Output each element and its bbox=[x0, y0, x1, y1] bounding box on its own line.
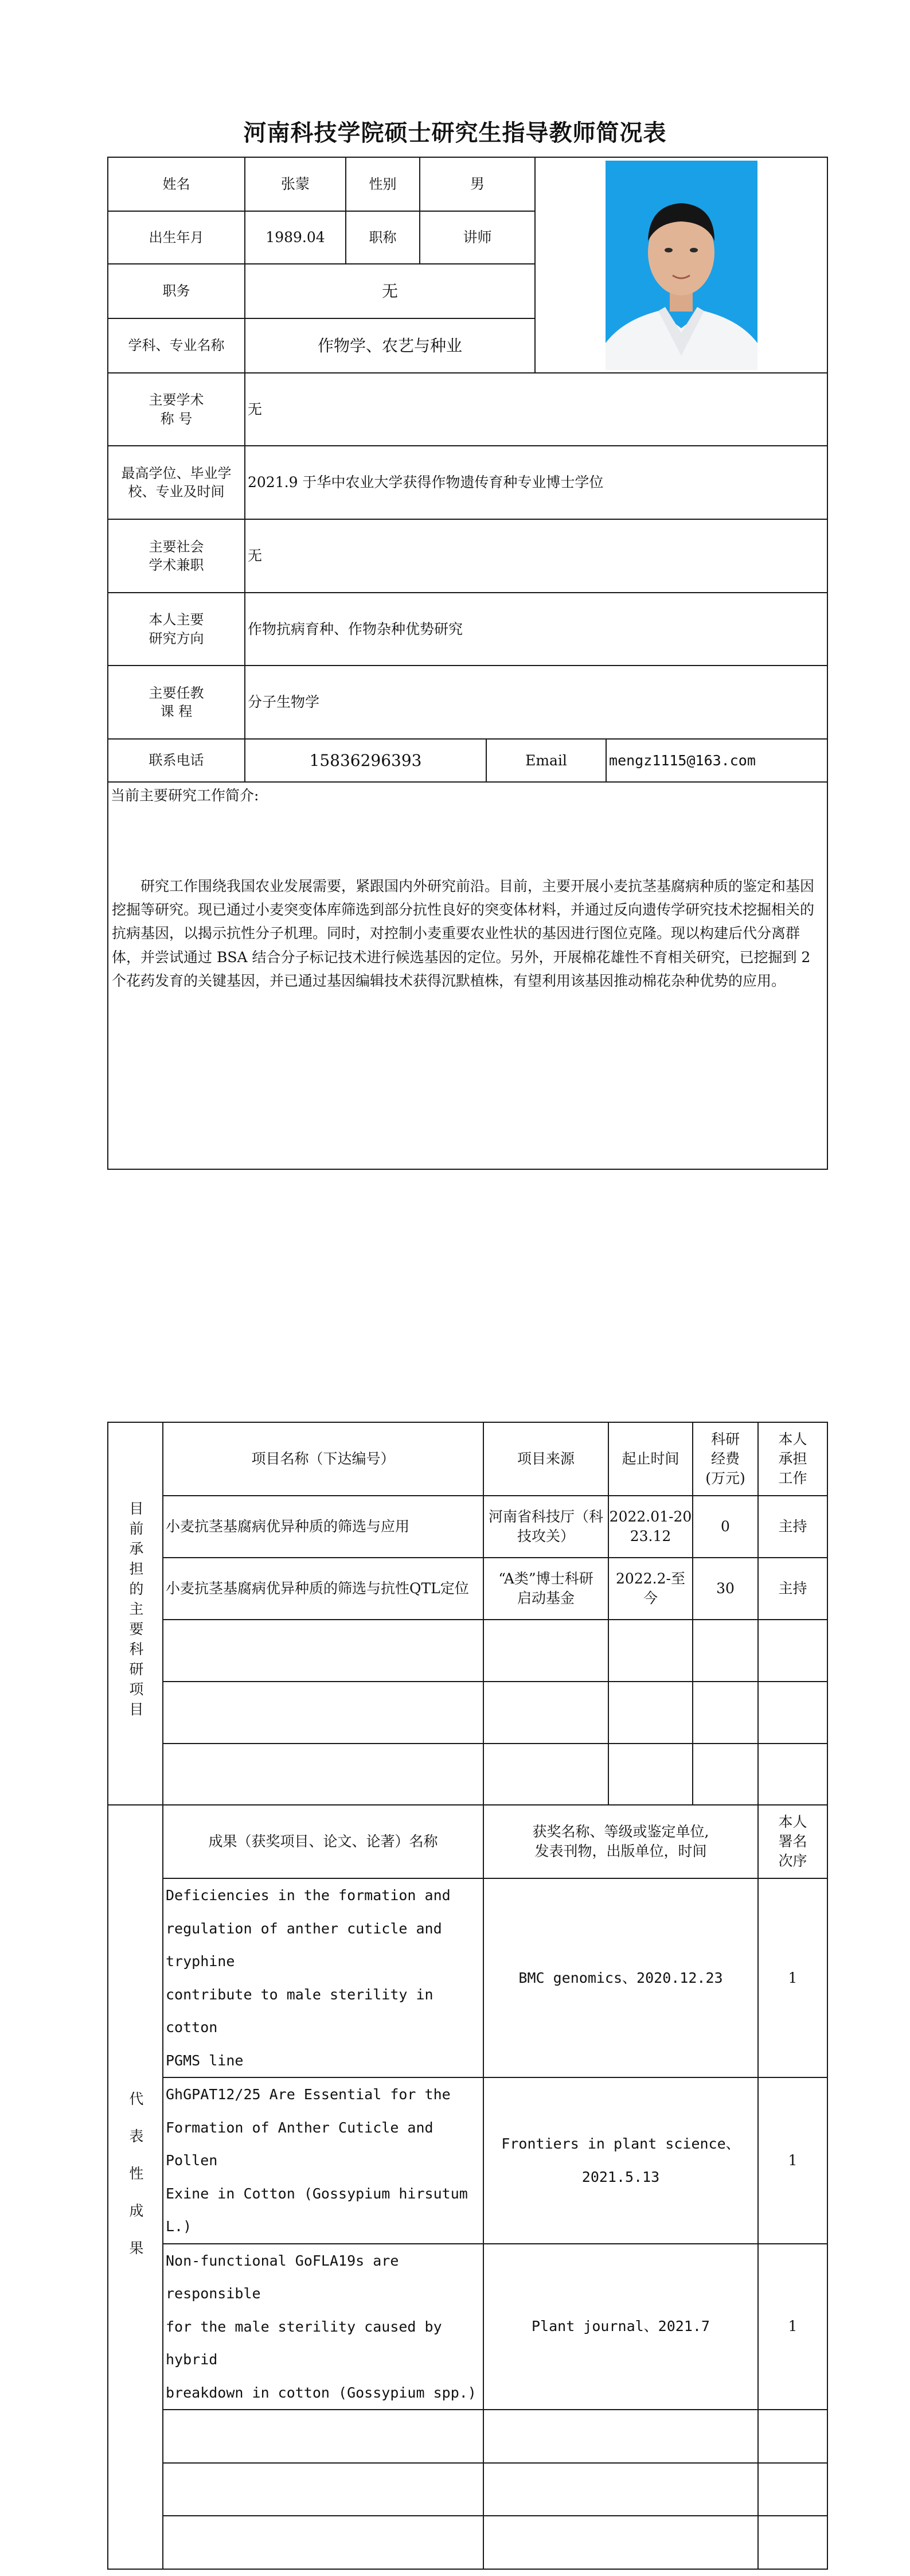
honor-label: 主要学术 称 号 bbox=[108, 373, 245, 446]
gender-value: 男 bbox=[420, 157, 535, 211]
achievement-row-empty bbox=[108, 2463, 827, 2516]
project-role: 主持 bbox=[758, 1496, 827, 1558]
project-fund: 30 bbox=[693, 1558, 758, 1620]
project-row-empty bbox=[108, 1620, 827, 1682]
project-source: “A类”博士科研 启动基金 bbox=[483, 1558, 608, 1620]
achievement-title: Non-functional GoFLA19s are responsible for the male sterility caused by hybrid breakdown in cotton (Gossypium spp.) bbox=[163, 2244, 483, 2410]
research-label: 本人主要 研究方向 bbox=[108, 593, 245, 666]
major-value: 作物学、农艺与种业 bbox=[245, 318, 535, 373]
project-name: 小麦抗茎基腐病优异种质的筛选与抗性QTL定位 bbox=[163, 1558, 483, 1620]
achievements-header-venue: 获奖名称、等级或鉴定单位, 发表刊物，出版单位，时间 bbox=[483, 1805, 758, 1878]
project-row-empty bbox=[108, 1744, 827, 1805]
name-value: 张蒙 bbox=[245, 157, 346, 211]
projects-header-source: 项目来源 bbox=[483, 1422, 608, 1496]
achievement-title: Deficiencies in the formation and regulation of anther cuticle and tryphine contribute to male sterility in cotton PGMS line bbox=[163, 1878, 483, 2077]
page-title: 河南科技学院硕士研究生指导教师简况表 bbox=[243, 120, 667, 146]
portrait-photo-svg bbox=[606, 161, 757, 370]
education-label: 最高学位、毕业学 校、专业及时间 bbox=[108, 446, 245, 519]
achievement-row bbox=[108, 1878, 827, 2077]
photo-cell bbox=[535, 157, 827, 373]
projects-header-role: 本人 承担 工作 bbox=[758, 1422, 827, 1496]
achievement-venue: Frontiers in plant science、 2021.5.13 bbox=[483, 2077, 758, 2244]
birth-value: 1989.04 bbox=[245, 211, 346, 264]
achievements-side-label: 代表性成果 bbox=[108, 1805, 163, 2569]
achievement-row bbox=[108, 2077, 827, 2244]
title-label: 职称 bbox=[346, 211, 420, 264]
position-label: 职务 bbox=[108, 264, 245, 318]
projects-header-fund: 科研 经费 (万元) bbox=[693, 1422, 758, 1496]
achievements-header-rank: 本人 署名 次序 bbox=[758, 1805, 827, 1878]
research-intro-heading: 当前主要研究工作简介: bbox=[111, 787, 259, 804]
project-role: 主持 bbox=[758, 1558, 827, 1620]
gender-label: 性别 bbox=[346, 157, 420, 211]
project-row bbox=[108, 1496, 827, 1558]
projects-header-name: 项目名称（下达编号） bbox=[163, 1422, 483, 1496]
achievement-rank: 1 bbox=[758, 2077, 827, 2244]
achievement-venue: BMC genomics、2020.12.23 bbox=[483, 1878, 758, 2077]
honor-value: 无 bbox=[245, 373, 827, 446]
portrait-photo bbox=[606, 161, 757, 370]
phone-label: 联系电话 bbox=[108, 739, 245, 782]
project-fund: 0 bbox=[693, 1496, 758, 1558]
position-value: 无 bbox=[245, 264, 535, 318]
phone-value: 15836296393 bbox=[245, 739, 486, 782]
social-value: 无 bbox=[245, 519, 827, 593]
project-name: 小麦抗茎基腐病优异种质的筛选与应用 bbox=[163, 1496, 483, 1558]
project-row bbox=[108, 1558, 827, 1620]
achievements-header-name: 成果（获奖项目、论文、论著）名称 bbox=[163, 1805, 483, 1878]
achievement-rank: 1 bbox=[758, 2244, 827, 2410]
social-label: 主要社会 学术兼职 bbox=[108, 519, 245, 593]
email-label: Email bbox=[486, 739, 606, 782]
major-label: 学科、专业名称 bbox=[108, 318, 245, 373]
project-period: 2022.01-20 23.12 bbox=[608, 1496, 693, 1558]
achievement-venue: Plant journal、2021.7 bbox=[483, 2244, 758, 2410]
email-value: mengz1115@163.com bbox=[606, 739, 827, 782]
project-row-empty bbox=[108, 1682, 827, 1744]
name-label: 姓名 bbox=[108, 157, 245, 211]
projects-header-period: 起止时间 bbox=[608, 1422, 693, 1496]
project-source: 河南省科技厅（科 技攻关） bbox=[483, 1496, 608, 1558]
research-intro bbox=[108, 782, 827, 1169]
achievement-rank: 1 bbox=[758, 1878, 827, 2077]
projects-achievements-table bbox=[107, 1422, 828, 2570]
projects-side-label: 目前承担的主要科研项目 bbox=[108, 1422, 163, 1805]
title-value: 讲师 bbox=[420, 211, 535, 264]
achievement-title: GhGPAT12/25 Are Essential for the Formation of Anther Cuticle and Pollen Exine in Cotton (Gossypium hirsutum L.) bbox=[163, 2077, 483, 2244]
birth-label: 出生年月 bbox=[108, 211, 245, 264]
project-period: 2022.2-至 今 bbox=[608, 1558, 693, 1620]
course-label: 主要任教 课 程 bbox=[108, 666, 245, 739]
profile-table bbox=[107, 157, 828, 1170]
achievement-row bbox=[108, 2244, 827, 2410]
education-value: 2021.9 于华中农业大学获得作物遗传育种专业博士学位 bbox=[245, 446, 827, 519]
research-intro-body: 研究工作围绕我国农业发展需要，紧跟国内外研究前沿。目前，主要开展小麦抗茎基腐病种质的鉴定和基因挖掘等研究。现已通过小麦突变体库筛选到部分抗性良好的突变体材料，并通过反向遗传学研究技术挖掘相关的抗病基因，以揭示抗性分子机理。同时，对控制小麦重要农业性状的基因进行图位克隆。现以构建后代分离群体，并尝试通过 BSA 结合分子标记技术进行候选基因的定位。另外，开展棉花雄性不育相关研究，已挖掘到 2 个花药发育的关键基因，并已通过基因编辑技术获得沉默植株，有望利用该基因推动棉花杂种优势的应用。 bbox=[112, 877, 815, 989]
research-value: 作物抗病育种、作物杂种优势研究 bbox=[245, 593, 827, 666]
achievement-row-empty bbox=[108, 2516, 827, 2569]
achievement-row-empty bbox=[108, 2410, 827, 2463]
course-value: 分子生物学 bbox=[245, 666, 827, 739]
